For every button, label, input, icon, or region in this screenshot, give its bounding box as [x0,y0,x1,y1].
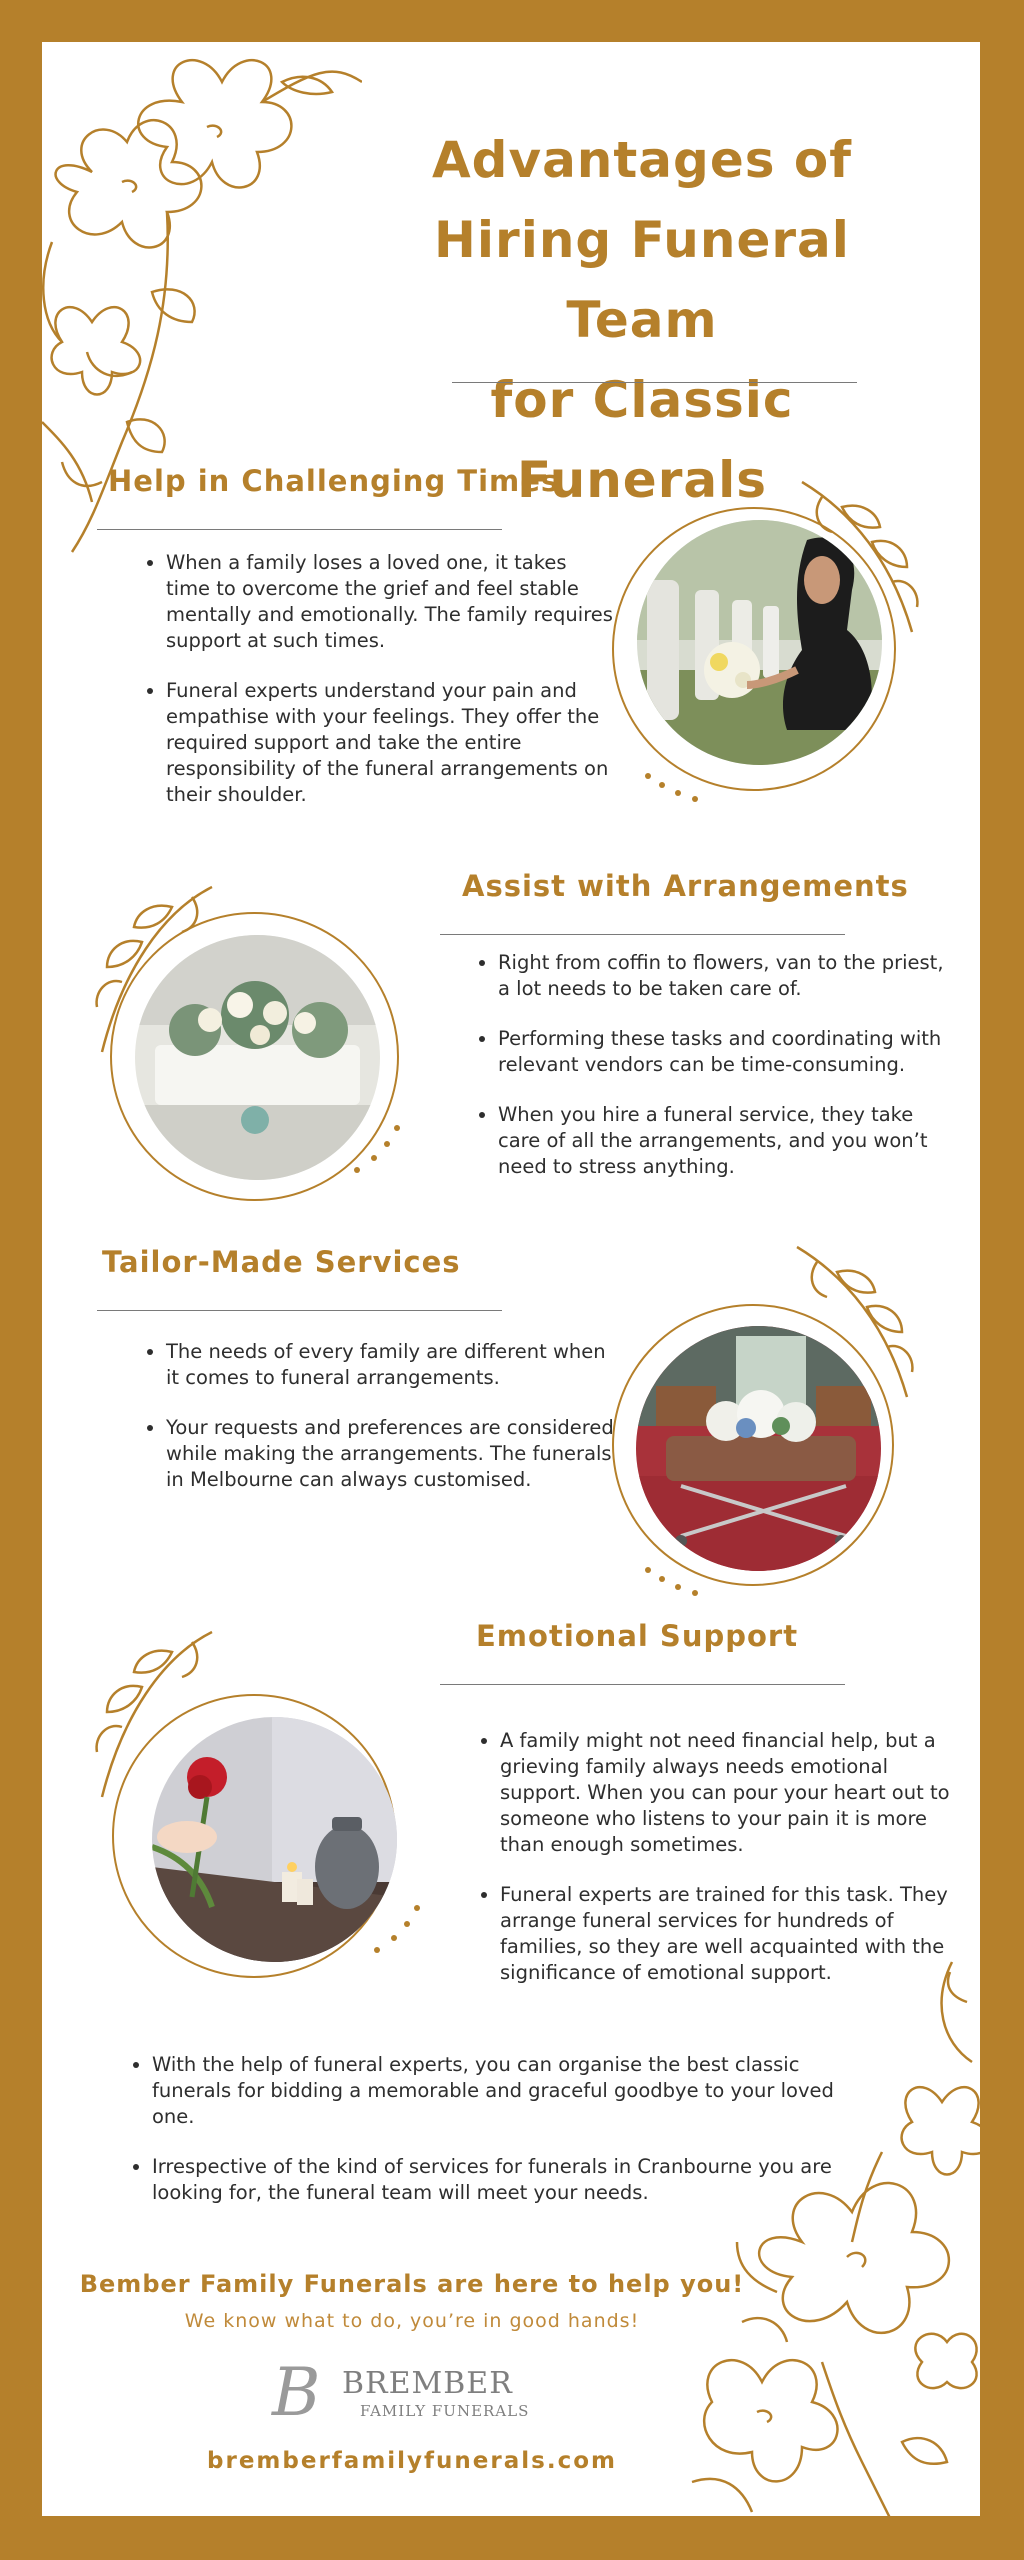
logo-subtitle: FAMILY FUNERALS [360,2402,530,2420]
section-points-arrangements [474,950,958,1204]
title-divider [452,382,857,383]
page-title [362,120,922,520]
list-item: • With the help of funeral experts, you can organise the best classic funerals for bidding a memorable and graceful goodbye to your loved one. [152,2052,852,2130]
footer-subline: We know what to do, you’re in good hands! [184,2310,640,2332]
list-item: • When a family loses a loved one, it takes time to overcome the grief and feel stable mentally and emotionally. The family requires support at such times. [166,550,616,654]
rose-candle-photo [152,1717,397,1962]
website-link[interactable]: bremberfamilyfunerals.com [207,2448,617,2474]
section-points-tailor-made [142,1339,616,1517]
section-divider-emotional [440,1684,845,1685]
title-line-3: for Classic Funerals [490,371,794,509]
section-points-emotional [476,1728,960,2010]
section-heading-emotional: Emotional Support [476,1619,799,1653]
section-divider-arrangements [440,934,845,935]
brand-logo [272,2354,532,2431]
coffin-flowers-photo [135,935,380,1180]
section-divider-tailor-made [97,1310,502,1311]
section-heading-help: Help in Challenging Times [108,464,560,498]
logo-monogram: B [272,2354,321,2431]
list-item: • The needs of every family are different when it comes to funeral arrangements. [166,1339,616,1391]
list-item: • Your requests and preferences are considered while making the arrangements. The funerals in Melbourne can always customised. [166,1415,616,1493]
infographic-sheet [42,42,980,2516]
footer-tagline: Bember Family Funerals are here to help you! [79,2270,745,2298]
list-item: • Performing these tasks and coordinating with relevant vendors can be time-consuming. [498,1026,958,1078]
title-line-1: Advantages of [431,131,853,189]
list-item: • Irrespective of the kind of services for funerals in Cranbourne you are looking for, the funeral team will meet your needs. [152,2154,852,2206]
section-heading-tailor-made: Tailor-Made Services [102,1245,461,1279]
list-item: • Right from coffin to flowers, van to the priest, a lot needs to be taken care of. [498,950,958,1002]
title-line-2: Hiring Funeral Team [434,211,850,349]
grieving-woman-photo [637,520,882,765]
section-heading-arrangements: Assist with Arrangements [462,869,909,903]
dots-decoration [367,1902,427,1972]
dots-decoration [642,770,712,810]
logo-name: BREMBER [342,2366,513,2401]
section-points-help [142,550,616,832]
section-divider-help [97,529,502,530]
casket-chapel-photo [636,1326,881,1571]
dots-decoration [347,1122,407,1192]
closing-points [128,2052,852,2230]
list-item: • When you hire a funeral service, they take care of all the arrangements, and you won’t need to stress anything. [498,1102,958,1180]
list-item: • A family might not need financial help, but a grieving family always needs emotional support. When you can pour your heart out to someone who listens to your pain it is more than enough sometimes. [500,1728,960,1858]
list-item: • Funeral experts understand your pain and empathise with your feelings. They offer the required support and take the entire responsibility of the funeral arrangements on their shoulder. [166,678,616,808]
list-item: • Funeral experts are trained for this task. They arrange funeral services for hundreds of families, so they are well acquainted with the significance of emotional support. [500,1882,960,1986]
dots-decoration [642,1564,712,1604]
